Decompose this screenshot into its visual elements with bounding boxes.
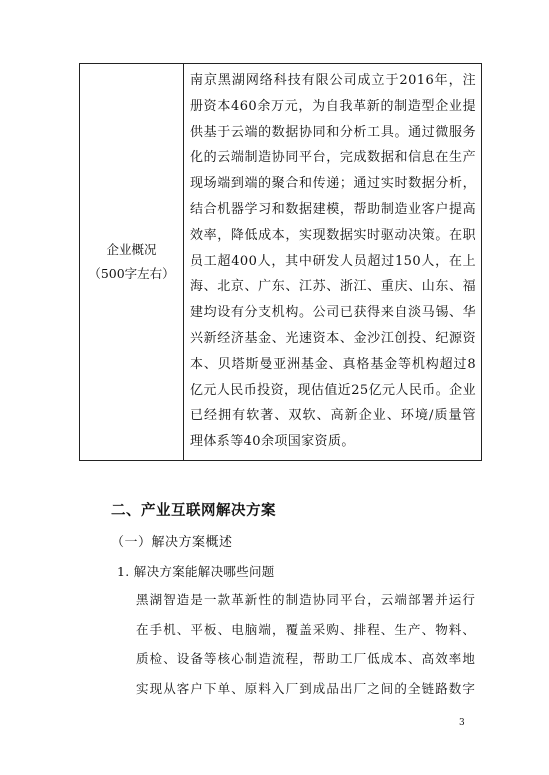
company-profile-table: [79, 63, 482, 461]
page-number: 3: [459, 718, 465, 728]
section-heading: 二、产业互联网解决方案: [111, 503, 276, 519]
table-label-note: （500字左右）: [88, 265, 175, 281]
item-heading: 1. 解决方案能解决哪些问题: [117, 564, 275, 579]
table-label-cell: [80, 64, 184, 461]
table-row: [80, 64, 482, 461]
company-overview-text: 南京黑湖网络科技有限公司成立于2016年，注册资本460余万元，为自我革新的制造型企业提供基于云端的数据协同和分析工具。通过微服务化的云端制造协同平台，完成数据和信息在生产现场端到端的聚合和传递；通过实时数据分析，结合机器学习和数据建模，帮助制造业客户提高效率，降低成本，实现数据实时驱动决策。在职员工超400人，其中研发人员超过150人，在上海、北京、广东、江苏、浙江、重庆、山东、福建均设有分支机构。公司已获得来自淡马锡、华兴新经济基金、光速资本、金沙江创投、纪源资本、贝塔斯曼亚洲基金、真格基金等机构超过8亿元人民币投资，现估值近25亿元人民币。企业已经拥有软著、双软、高新企业、环境/质量管理体系等40余项国家资质。: [184, 64, 482, 461]
subsection-heading: （一）解决方案概述: [111, 535, 233, 550]
body-paragraph: 黑湖智造是一款革新性的制造协同平台，云端部署并运行在手机、平板、电脑端，覆盖采购、排程、生产、物料、质检、设备等核心制造流程，帮助工厂低成本、高效率地实现从客户下单、原料入厂到成品出厂之间的全链路数字: [136, 592, 477, 696]
table-label: 企业概况: [106, 241, 157, 257]
